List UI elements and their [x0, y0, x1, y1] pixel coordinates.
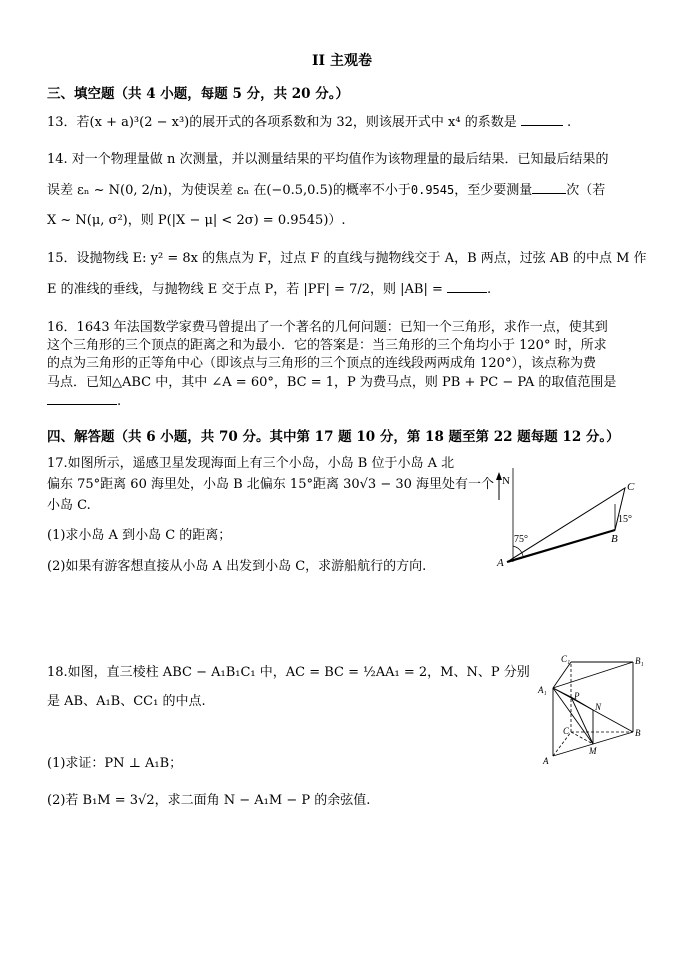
question-17-line-2: 偏东 75°距离 60 海里处，小岛 B 北偏东 15°距离 30√3 − 30 海里处有一个	[47, 477, 495, 492]
q18-prism-diagram	[535, 652, 660, 772]
q17-diagram	[485, 462, 655, 570]
q16-answer-blank	[47, 404, 117, 405]
label-m: M	[589, 746, 597, 756]
label-n: N	[595, 702, 602, 712]
question-16-line-5	[47, 393, 121, 411]
question-16-line-4: 马点．已知△ABC 中，其中 ∠A = 60°，BC = 1，P 为费马点，则 PB + PC − PA 的取值范围是	[47, 375, 617, 390]
label-a: A	[543, 756, 549, 766]
angle-15-label: 15°	[618, 514, 632, 525]
question-16-line-2: 这个三角形的三个顶点的距离之和为最小．它的答案是：当三角形的三个角均小于 120° 时，所求	[47, 338, 607, 353]
question-17-line-1: 17.如图所示，遥感卫星发现海面上有三个小岛，小岛 B 位于小岛 A 北	[47, 456, 455, 471]
angle-75-arc	[513, 546, 523, 556]
question-14-line-3: X ~ N(μ, σ²)，则 P(|X − μ| < 2σ) = 0.9545)）.	[47, 213, 346, 228]
question-16-line-3: 的点为三角形的正等角中心（即该点与三角形的三个顶点的连线段两两成角 120°），该点称为费	[47, 356, 596, 371]
section-fill-blank-heading: 三、填空题（共 4 小题，每题 5 分，共 20 分。）	[47, 86, 350, 102]
north-label: N	[502, 475, 510, 487]
q15-answer-blank	[447, 292, 487, 293]
point-c-label: C	[627, 481, 635, 493]
question-17-part-1: (1)求小岛 A 到小岛 C 的距离；	[47, 528, 232, 543]
label-c1: C₁	[561, 654, 571, 664]
q13-answer-blank	[521, 125, 563, 126]
q13-end: .	[567, 115, 572, 130]
q14-line2-c: 次（若	[566, 183, 606, 198]
page-title: II 主观卷	[312, 53, 372, 69]
question-17-part-2: (2)如果有游客想直接从小岛 A 出发到小岛 C，求游船航行的方向.	[47, 559, 427, 574]
question-18-part-1: (1)求证：PN ⊥ A₁B；	[47, 756, 183, 771]
question-14-line-1: 14. 对一个物理量做 n 次测量，并以测量结果的平均值作为该物理量的最后结果．已知最后结果的	[47, 152, 609, 167]
q16-end: .	[117, 394, 122, 409]
edge-a1-c1	[553, 662, 571, 688]
label-a1: A₁	[538, 685, 547, 695]
question-14-line-2	[47, 181, 605, 200]
point-a-label: A	[497, 557, 504, 569]
q15-end: .	[487, 282, 492, 297]
edge-a1-b1	[553, 662, 633, 688]
question-17-line-3: 小岛 C.	[47, 498, 91, 513]
label-b1: B₁	[635, 656, 644, 666]
question-15-line-2	[47, 281, 491, 299]
q14-probability: 0.9545	[410, 183, 455, 197]
segment-a1-m	[553, 688, 593, 744]
q15-line2-text: E 的准线的垂线，与抛物线 E 交于点 P，若 |PF| = 7/2，则 |AB| =	[47, 282, 443, 297]
question-15-line-1: 15．设抛物线 E: y² = 8x 的焦点为 F，过点 F 的直线与抛物线交于 A，B 两点，过弦 AB 的中点 M 作	[47, 251, 647, 266]
q14-line2-b: ，至少要测量	[454, 183, 533, 198]
q13-text: 13．若(x + a)³(2 − x³)的展开式的各项系数和为 32，则该展开式中 x⁴ 的系数是	[47, 115, 517, 130]
angle-75-label: 75°	[514, 534, 528, 545]
q14-answer-blank	[532, 193, 566, 194]
label-c: C	[563, 726, 570, 736]
question-18-line-2: 是 AB、A₁B、CC₁ 的中点.	[47, 694, 206, 709]
question-16-line-1: 16．1643 年法国数学家费马曾提出了一个著名的几何问题：已知一个三角形，求作一点，使其到	[47, 320, 608, 335]
question-13	[47, 114, 571, 132]
label-b: B	[635, 728, 641, 738]
question-18-line-1: 18.如图，直三棱柱 ABC − A₁B₁C₁ 中，AC = BC = ½AA₁ = 2，M、N、P 分别	[47, 665, 530, 680]
section-solution-heading: 四、解答题（共 6 小题，共 70 分。其中第 17 题 10 分，第 18 题至第 22 题每题 12 分。）	[47, 429, 620, 445]
q14-line2-a: 误差 εₙ ~ N(0, 2/n)，为使误差 εₙ 在(−0.5,0.5)的概率不小于	[47, 183, 411, 198]
triangle-abc	[507, 488, 625, 562]
point-b-label: B	[611, 533, 618, 545]
question-18-part-2: (2)若 B₁M = 3√2，求二面角 N − A₁M − P 的余弦值.	[47, 793, 371, 808]
label-p: P	[574, 691, 580, 701]
